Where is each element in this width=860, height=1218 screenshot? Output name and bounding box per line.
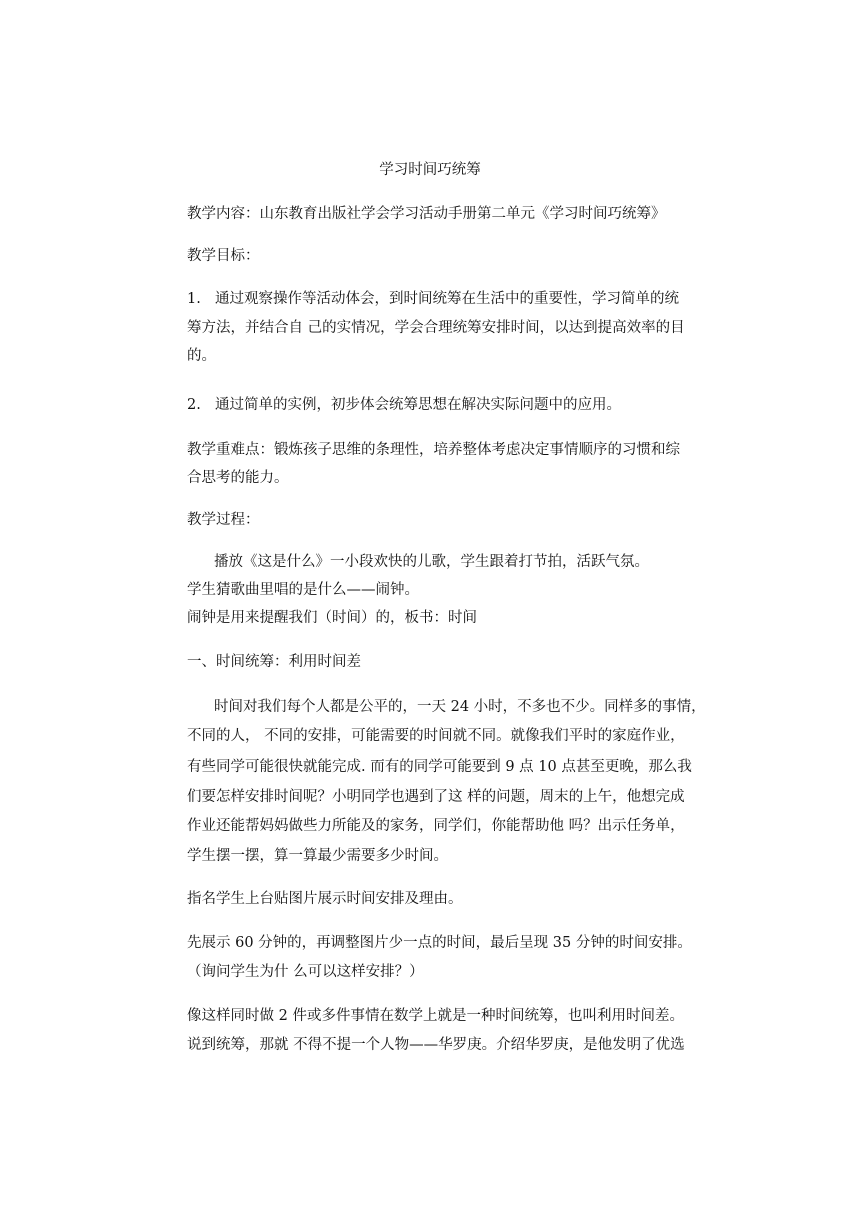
section-1-heading: 一、时间统筹：利用时间差 [187,654,361,670]
paragraph-4-line-1: 像这样同时做 2 件或多件事情在数学上就是一种时间统筹，也叫利用时间差。 [187,1008,684,1024]
paragraph-2-line-1: 指名学生上台贴图片展示时间安排及理由。 [187,891,463,907]
goal-1-line-2: 筹方法，并结合自 己的实情况，学会合理统筹安排时间，以达到提高效率的目 [187,320,685,336]
document-title: 学习时间巧统筹 [379,162,481,178]
teaching-process-heading: 教学过程： [187,512,260,528]
goal-2-line-1 [187,395,677,415]
goal-2-number: 2. [187,397,201,413]
paragraph-1-line-1: 时间对我们每个人都是公平的，一天 24 小时，不多也不少。同样多的事情， [214,699,706,715]
goal-1-number: 1. [187,291,201,307]
paragraph-3-line-2: （询问学生为什 么可以这样安排？） [187,964,424,980]
paragraph-3-line-1: 先展示 60 分钟的，再调整图片少一点的时间，最后呈现 35 分钟的时间安排。 [187,935,692,951]
paragraph-4-line-2: 说到统筹，那就 不得不提一个人物——华罗庚。介绍华罗庚，是他发明了优选 [187,1037,685,1053]
process-line-2: 学生猜歌曲里唱的是什么——闹钟。 [187,582,419,598]
paragraph-1-line-2: 不同的人， 不同的安排，可能需要的时间就不同。就像我们平时的家庭作业， [187,728,685,744]
goal-1-line-1 [187,289,677,309]
teaching-goals-heading: 教学目标： [187,248,260,264]
paragraph-1-line-3: 有些同学可能很快就能完成. 而有的同学可能要到 9 点 10 点甚至更晚，那么我 [187,759,692,775]
difficulty-line-1: 教学重难点：锻炼孩子思维的条理性，培养整体考虑决定事情顺序的习惯和综 [187,442,680,458]
goal-2-text: 通过简单的实例，初步体会统筹思想在解决实际问题中的应用。 [215,397,621,413]
process-line-3: 闹钟是用来提醒我们（时间）的，板书：时间 [187,610,477,626]
teaching-content-line: 教学内容：山东教育出版社学会学习活动手册第二单元《学习时间巧统筹》 [187,206,666,222]
paragraph-1-line-4: 们要怎样安排时间呢？小明同学也遇到了这 样的问题，周末的上午，他想完成 [187,789,685,805]
paragraph-1-line-6: 学生摆一摆，算一算最少需要多少时间。 [187,848,448,864]
goal-1-line-3: 的。 [187,348,216,364]
goal-1-text: 通过观察操作等活动体会，到时间统筹在生活中的重要性，学习简单的统 [215,291,679,307]
difficulty-line-2: 合思考的能力。 [187,470,289,486]
process-line-1: 播放《这是什么》一小段欢快的儿歌，学生跟着打节拍，活跃气氛。 [214,554,649,570]
paragraph-1-line-5: 作业还能帮妈妈做些力所能及的家务，同学们，你能帮助他 吗？出示任务单， [187,818,685,834]
